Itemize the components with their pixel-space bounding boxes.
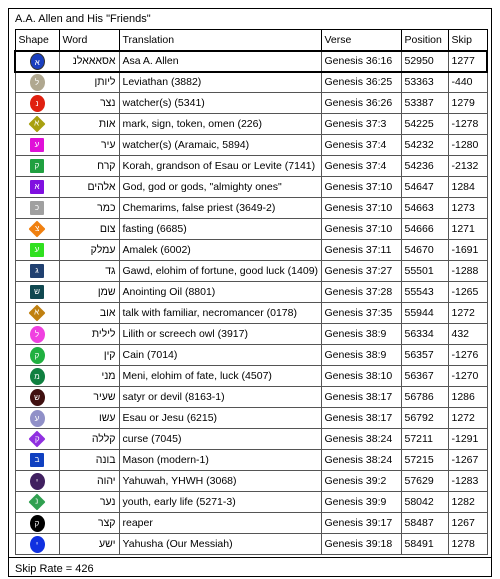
verse-cell: Genesis 38:17 — [321, 387, 401, 408]
letter-marker-icon — [29, 494, 46, 511]
translation-cell: Chemarims, false priest (3649-2) — [119, 198, 321, 219]
verse-cell: Genesis 37:4 — [321, 135, 401, 156]
position-cell: 56334 — [401, 324, 448, 345]
translation-cell: Yahusha (Our Messiah) — [119, 534, 321, 555]
table-row[interactable] — [15, 387, 487, 408]
shape-cell — [15, 135, 59, 156]
shape-cell — [15, 282, 59, 303]
verse-cell: Genesis 38:24 — [321, 450, 401, 471]
position-cell: 52950 — [401, 51, 448, 72]
position-cell: 54232 — [401, 135, 448, 156]
shape-cell — [15, 114, 59, 135]
shape-cell — [15, 261, 59, 282]
translation-cell: God, god or gods, "almighty ones" — [119, 177, 321, 198]
marker-letter: ק — [34, 434, 40, 444]
table-row[interactable] — [15, 492, 487, 513]
column-header-word[interactable]: Word — [59, 30, 119, 51]
shape-cell — [15, 324, 59, 345]
position-cell: 54663 — [401, 198, 448, 219]
word-cell: נצר — [59, 93, 119, 114]
letter-marker-icon — [30, 368, 45, 385]
word-cell: אסאאאלנ — [59, 51, 119, 72]
table-row[interactable] — [15, 261, 487, 282]
skip-cell: -440 — [448, 72, 487, 93]
column-header-translation[interactable]: Translation — [119, 30, 321, 51]
word-cell: יהוה — [59, 471, 119, 492]
column-header-verse[interactable]: Verse — [321, 30, 401, 51]
shape-cell — [15, 177, 59, 198]
table-row[interactable] — [15, 93, 487, 114]
translation-cell: Esau or Jesu (6215) — [119, 408, 321, 429]
marker-letter: כ — [34, 203, 40, 212]
shape-cell — [15, 534, 59, 555]
marker-letter: ג — [35, 266, 39, 275]
translation-cell: watcher(s) (5341) — [119, 93, 321, 114]
marker-letter: ל — [34, 77, 40, 87]
skip-cell: 432 — [448, 324, 487, 345]
table-row[interactable] — [15, 135, 487, 156]
results-panel — [8, 8, 492, 577]
marker-letter: ע — [34, 140, 40, 149]
verse-cell: Genesis 38:10 — [321, 366, 401, 387]
word-cell: לילית — [59, 324, 119, 345]
table-row[interactable] — [15, 429, 487, 450]
translation-cell: Amalek (6002) — [119, 240, 321, 261]
position-cell: 56367 — [401, 366, 448, 387]
shape-cell — [15, 387, 59, 408]
footer-divider — [9, 557, 491, 558]
translation-cell: Yahuwah, YHWH (3068) — [119, 471, 321, 492]
position-cell: 54225 — [401, 114, 448, 135]
table-row[interactable] — [15, 408, 487, 429]
shape-cell — [15, 219, 59, 240]
shape-cell — [15, 345, 59, 366]
column-header-position[interactable]: Position — [401, 30, 448, 51]
letter-marker-icon — [30, 536, 45, 553]
translation-cell: curse (7045) — [119, 429, 321, 450]
verse-cell: Genesis 39:9 — [321, 492, 401, 513]
table-row[interactable] — [15, 513, 487, 534]
translation-cell: Lilith or screech owl (3917) — [119, 324, 321, 345]
letter-marker-icon — [30, 53, 45, 70]
skip-cell: -1283 — [448, 471, 487, 492]
word-cell: גד — [59, 261, 119, 282]
skip-cell: 1284 — [448, 177, 487, 198]
skip-cell: -1288 — [448, 261, 487, 282]
table-row[interactable] — [15, 345, 487, 366]
word-cell: צום — [59, 219, 119, 240]
word-cell: ליותן — [59, 72, 119, 93]
skip-cell: -1278 — [448, 114, 487, 135]
table-row[interactable] — [15, 156, 487, 177]
skip-cell: 1267 — [448, 513, 487, 534]
verse-cell: Genesis 37:3 — [321, 114, 401, 135]
table-row[interactable] — [15, 534, 487, 555]
verse-cell: Genesis 36:26 — [321, 93, 401, 114]
shape-cell — [15, 366, 59, 387]
verse-cell: Genesis 37:10 — [321, 198, 401, 219]
word-cell: ישע — [59, 534, 119, 555]
translation-cell: satyr or devil (8163-1) — [119, 387, 321, 408]
translation-cell: Meni, elohim of fate, luck (4507) — [119, 366, 321, 387]
column-header-shape[interactable]: Shape — [15, 30, 59, 51]
shape-cell — [15, 156, 59, 177]
marker-letter: א — [34, 182, 40, 191]
word-cell: שעיר — [59, 387, 119, 408]
results-table — [14, 29, 488, 555]
letter-marker-icon — [29, 116, 46, 133]
skip-cell: -1691 — [448, 240, 487, 261]
letter-marker-icon — [30, 473, 45, 490]
position-cell: 56357 — [401, 345, 448, 366]
letter-marker-icon — [30, 410, 45, 427]
word-cell: קללה — [59, 429, 119, 450]
translation-cell: fasting (6685) — [119, 219, 321, 240]
verse-cell: Genesis 39:17 — [321, 513, 401, 534]
skip-cell: 1273 — [448, 198, 487, 219]
position-cell: 58042 — [401, 492, 448, 513]
word-cell: כמר — [59, 198, 119, 219]
verse-cell: Genesis 37:11 — [321, 240, 401, 261]
shape-cell — [15, 72, 59, 93]
skip-cell: 1279 — [448, 93, 487, 114]
shape-cell — [15, 408, 59, 429]
table-row[interactable] — [15, 282, 487, 303]
table-row[interactable] — [15, 366, 487, 387]
letter-marker-icon — [30, 201, 44, 215]
marker-letter: מ — [34, 371, 40, 381]
shape-cell — [15, 429, 59, 450]
translation-cell: watcher(s) (Aramaic, 5894) — [119, 135, 321, 156]
verse-cell: Genesis 37:35 — [321, 303, 401, 324]
position-cell: 57215 — [401, 450, 448, 471]
skip-cell: 1278 — [448, 534, 487, 555]
letter-marker-icon — [30, 95, 45, 112]
table-row[interactable] — [15, 240, 487, 261]
verse-cell: Genesis 38:9 — [321, 324, 401, 345]
word-cell: קצר — [59, 513, 119, 534]
position-cell: 55501 — [401, 261, 448, 282]
verse-cell: Genesis 38:24 — [321, 429, 401, 450]
position-cell: 57629 — [401, 471, 448, 492]
position-cell: 56792 — [401, 408, 448, 429]
table-row[interactable] — [15, 219, 487, 240]
translation-cell: Leviathan (3882) — [119, 72, 321, 93]
position-cell: 56786 — [401, 387, 448, 408]
letter-marker-icon — [30, 74, 45, 91]
verse-cell: Genesis 37:10 — [321, 219, 401, 240]
letter-marker-icon — [30, 326, 45, 343]
position-cell: 58487 — [401, 513, 448, 534]
translation-cell: Korah, grandson of Esau or Levite (7141) — [119, 156, 321, 177]
marker-letter: י — [35, 539, 39, 549]
letter-marker-icon — [30, 285, 44, 299]
table-row[interactable] — [15, 324, 487, 345]
letter-marker-icon — [29, 431, 46, 448]
position-cell: 54647 — [401, 177, 448, 198]
marker-letter: צ — [34, 224, 40, 234]
word-cell: נער — [59, 492, 119, 513]
letter-marker-icon — [30, 264, 44, 278]
table-row[interactable] — [15, 72, 487, 93]
table-header-row — [15, 30, 487, 51]
word-cell: עמלק — [59, 240, 119, 261]
skip-cell: -1276 — [448, 345, 487, 366]
letter-marker-icon — [30, 243, 44, 257]
skip-cell: 1282 — [448, 492, 487, 513]
verse-cell: Genesis 39:18 — [321, 534, 401, 555]
table-row[interactable] — [15, 114, 487, 135]
skip-cell: -1280 — [448, 135, 487, 156]
translation-cell: Cain (7014) — [119, 345, 321, 366]
verse-cell: Genesis 37:4 — [321, 156, 401, 177]
skip-cell: -1267 — [448, 450, 487, 471]
position-cell: 54236 — [401, 156, 448, 177]
letter-marker-icon — [30, 389, 45, 406]
verse-cell: Genesis 36:25 — [321, 72, 401, 93]
shape-cell — [15, 303, 59, 324]
marker-letter: נ — [35, 98, 39, 108]
word-cell: מני — [59, 366, 119, 387]
verse-cell: Genesis 38:17 — [321, 408, 401, 429]
word-cell: אלהים — [59, 177, 119, 198]
shape-cell — [15, 198, 59, 219]
skip-cell: -2132 — [448, 156, 487, 177]
table-row[interactable] — [15, 198, 487, 219]
translation-cell: talk with familiar, necromancer (0178) — [119, 303, 321, 324]
skip-cell: 1272 — [448, 408, 487, 429]
table-row[interactable] — [15, 471, 487, 492]
position-cell: 57211 — [401, 429, 448, 450]
shape-cell — [15, 93, 59, 114]
letter-marker-icon — [30, 180, 44, 194]
marker-letter: ב — [34, 455, 40, 464]
shape-cell — [15, 471, 59, 492]
translation-cell: reaper — [119, 513, 321, 534]
marker-letter: א — [34, 119, 40, 129]
letter-marker-icon — [30, 138, 44, 152]
skip-cell: -1270 — [448, 366, 487, 387]
marker-letter: נ — [35, 497, 39, 507]
position-cell: 54666 — [401, 219, 448, 240]
marker-letter: ע — [34, 245, 40, 254]
marker-letter: ש — [34, 287, 40, 296]
letter-marker-icon — [30, 453, 44, 467]
table-row[interactable] — [15, 177, 487, 198]
word-cell: אות — [59, 114, 119, 135]
word-cell: שמן — [59, 282, 119, 303]
verse-cell: Genesis 38:9 — [321, 345, 401, 366]
letter-marker-icon — [30, 347, 45, 364]
word-cell: קין — [59, 345, 119, 366]
word-cell: בונה — [59, 450, 119, 471]
position-cell: 54670 — [401, 240, 448, 261]
letter-marker-icon — [30, 515, 45, 532]
marker-letter: א — [34, 57, 40, 67]
marker-letter: ע — [34, 413, 40, 423]
translation-cell: mark, sign, token, omen (226) — [119, 114, 321, 135]
marker-letter: ל — [34, 329, 40, 339]
skip-rate-label: Skip Rate = 426 — [15, 563, 94, 575]
letter-marker-icon — [29, 221, 46, 238]
position-cell: 55543 — [401, 282, 448, 303]
position-cell: 58491 — [401, 534, 448, 555]
skip-cell: 1272 — [448, 303, 487, 324]
skip-cell: 1277 — [448, 51, 487, 72]
translation-cell: Anointing Oil (8801) — [119, 282, 321, 303]
verse-cell: Genesis 37:27 — [321, 261, 401, 282]
marker-letter: ק — [34, 161, 40, 170]
position-cell: 55944 — [401, 303, 448, 324]
marker-letter: א — [34, 308, 40, 318]
skip-cell: -1291 — [448, 429, 487, 450]
shape-cell — [15, 492, 59, 513]
skip-cell: 1286 — [448, 387, 487, 408]
marker-letter: ק — [34, 350, 40, 360]
verse-cell: Genesis 37:28 — [321, 282, 401, 303]
word-cell: קרח — [59, 156, 119, 177]
verse-cell: Genesis 36:16 — [321, 51, 401, 72]
table-row[interactable] — [15, 303, 487, 324]
verse-cell: Genesis 37:10 — [321, 177, 401, 198]
translation-cell: Asa A. Allen — [119, 51, 321, 72]
translation-cell: Gawd, elohim of fortune, good luck (1409) — [119, 261, 321, 282]
translation-cell: Mason (modern-1) — [119, 450, 321, 471]
position-cell: 53387 — [401, 93, 448, 114]
shape-cell — [15, 513, 59, 534]
table-row[interactable] — [15, 51, 487, 72]
shape-cell — [15, 240, 59, 261]
translation-cell: youth, early life (5271-3) — [119, 492, 321, 513]
shape-cell — [15, 51, 59, 72]
position-cell: 53363 — [401, 72, 448, 93]
marker-letter: ש — [34, 392, 40, 402]
marker-letter: י — [35, 476, 39, 486]
page-title: A.A. Allen and His "Friends" — [15, 13, 151, 25]
letter-marker-icon — [30, 159, 44, 173]
column-header-skip[interactable]: Skip — [448, 30, 487, 51]
skip-cell: -1265 — [448, 282, 487, 303]
table-row[interactable] — [15, 450, 487, 471]
shape-cell — [15, 450, 59, 471]
marker-letter: ק — [34, 518, 40, 528]
verse-cell: Genesis 39:2 — [321, 471, 401, 492]
letter-marker-icon — [29, 305, 46, 322]
skip-cell: 1271 — [448, 219, 487, 240]
word-cell: עשו — [59, 408, 119, 429]
word-cell: עיר — [59, 135, 119, 156]
word-cell: אוב — [59, 303, 119, 324]
